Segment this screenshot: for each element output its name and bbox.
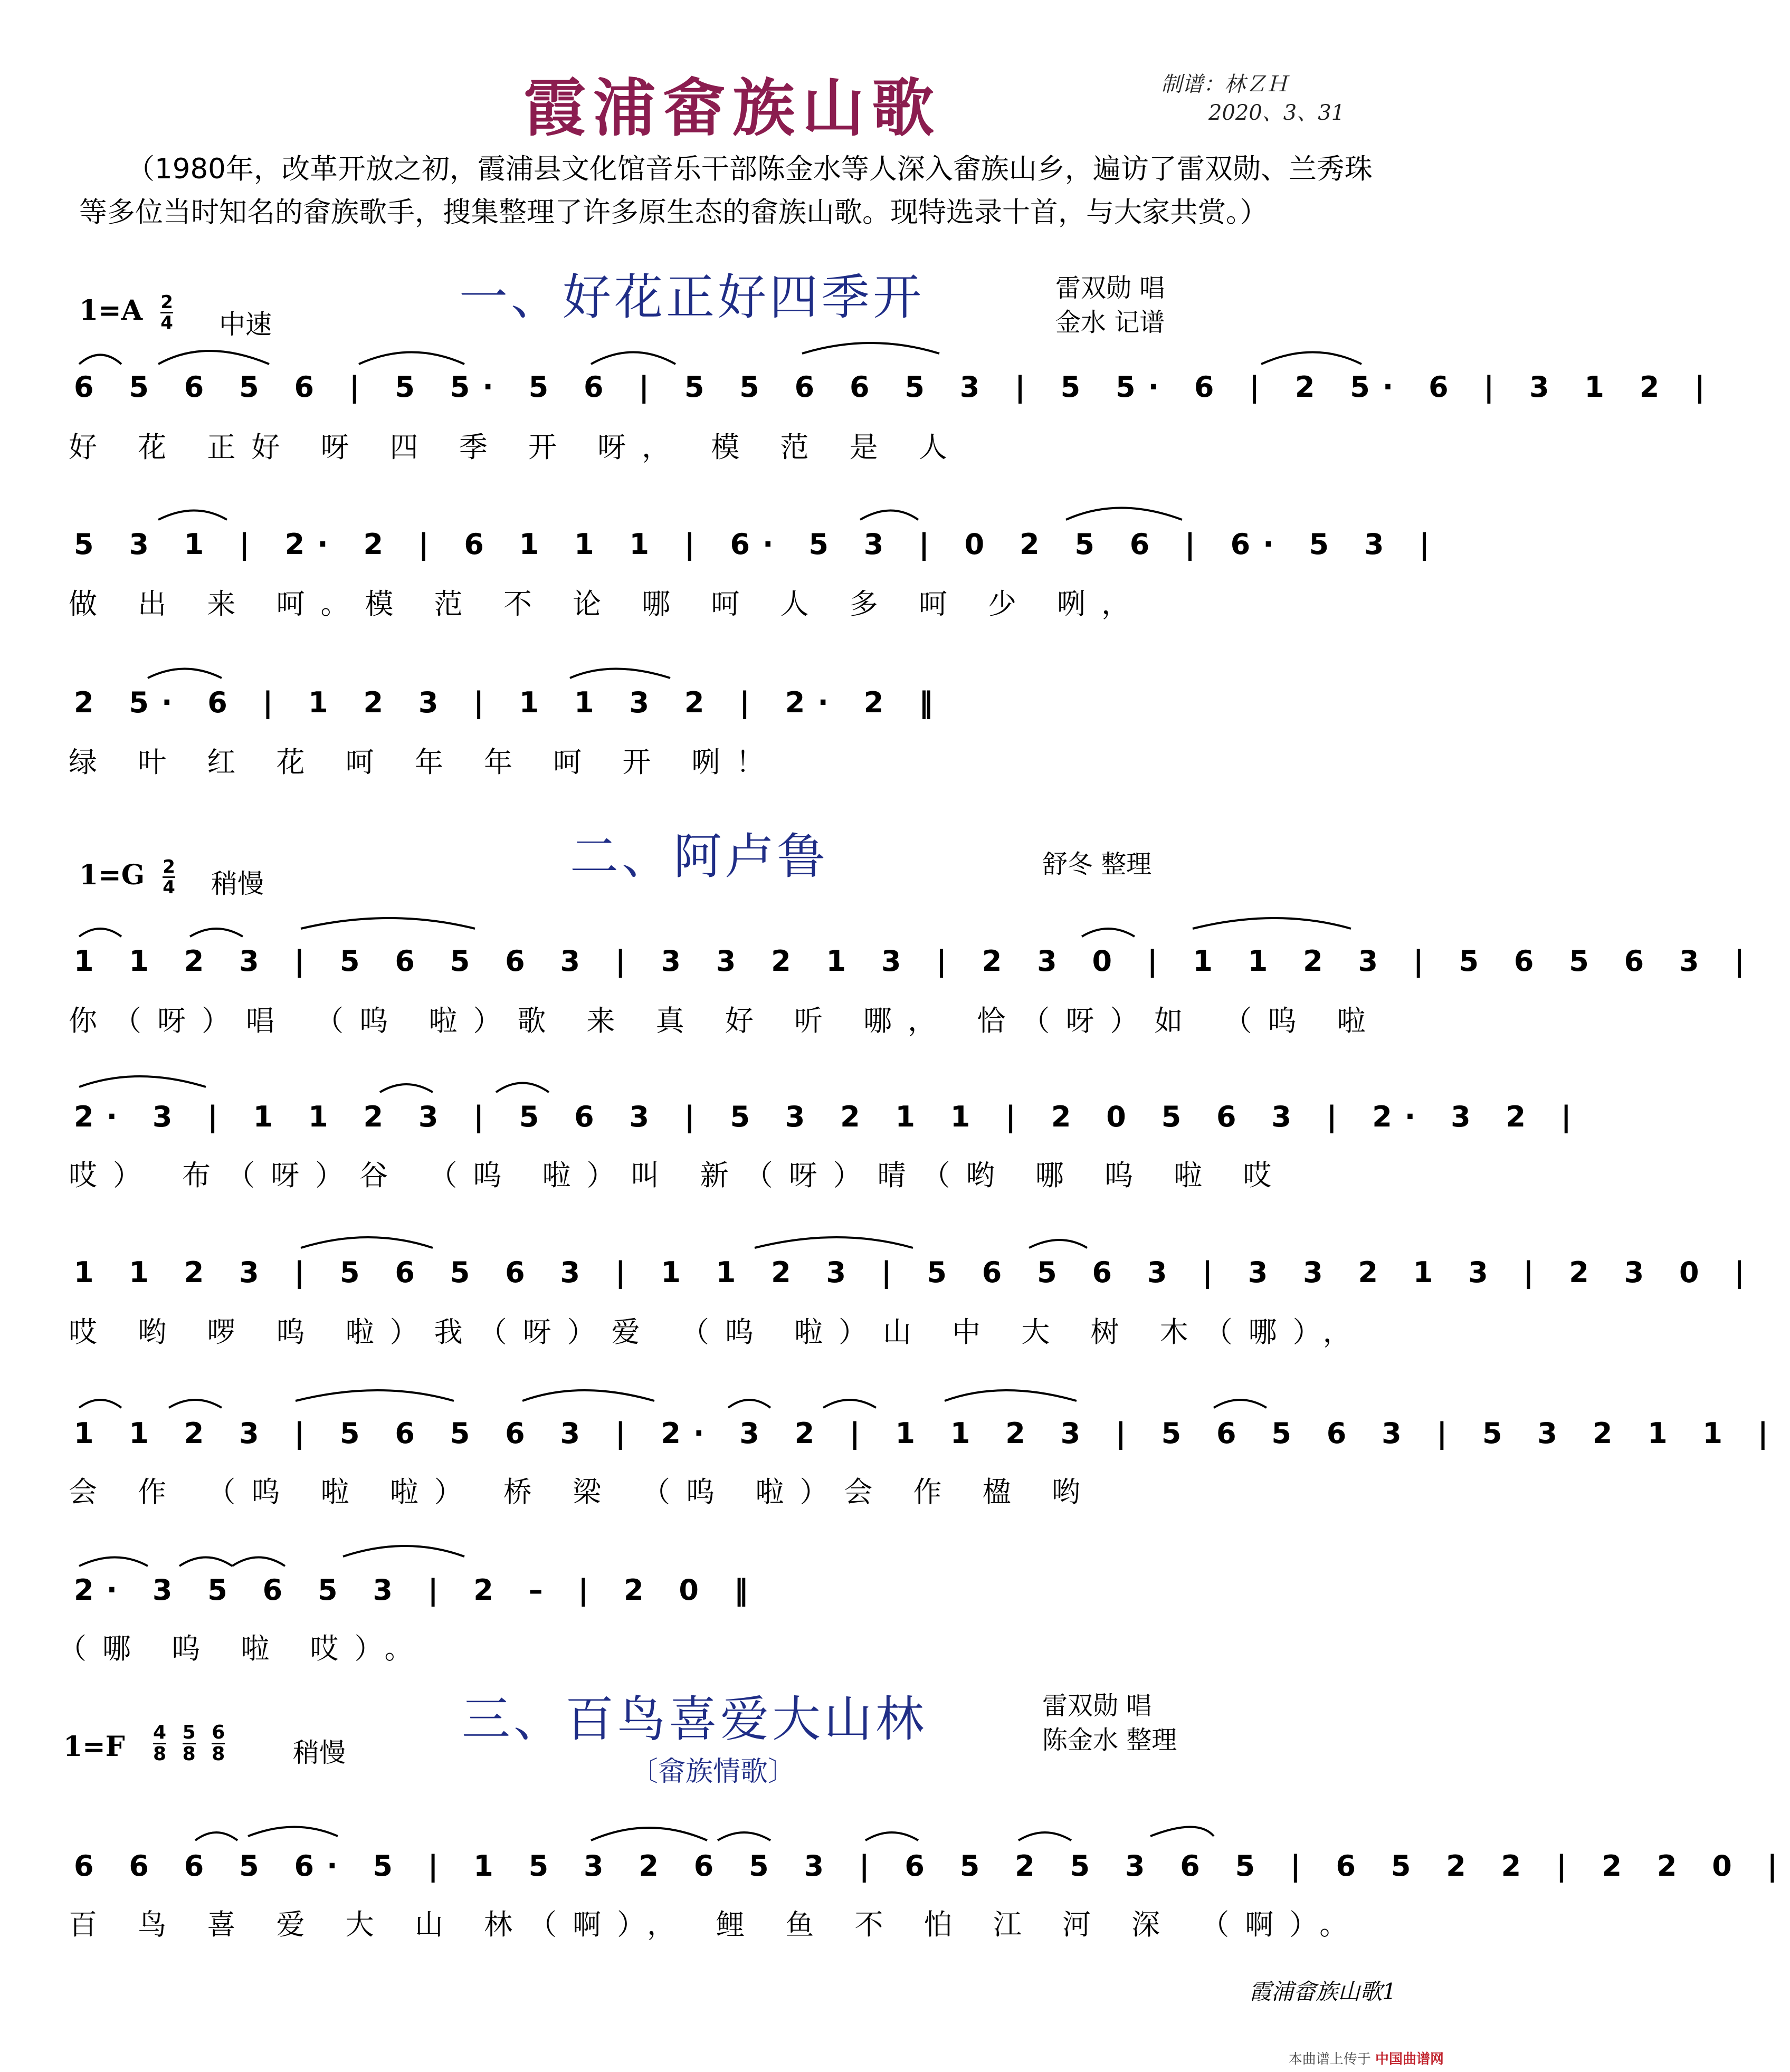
song-1-notes-line-1: 6 5 6 5 6 | 5 5· 5 6 | 5 5 6 6 5 3 | 5 5· 6 | 2 5· 6 | 3 1 2 | — [74, 370, 1718, 404]
song-1-singer: 雷双勋 唱 — [1055, 273, 1165, 303]
song-1-lyrics-line-1: 好 花 正好 呀 四 季 开 呀， 模 范 是 人 — [69, 431, 963, 464]
song-1-notes-line-3: 2 5· 6 | 1 2 3 | 1 1 3 2 | 2· 2 ‖ — [74, 686, 946, 719]
site-watermark — [1289, 2048, 1444, 2068]
song-1-title: 一、好花正好四季开 — [459, 269, 925, 326]
song-2-notes-line-5: 2· 3 5 6 5 3 | 2 – | 2 0 ‖ — [74, 1573, 761, 1607]
key-signature: 1=A — [79, 294, 143, 327]
song-2-title: 二、阿卢鲁 — [570, 828, 829, 885]
meter-6-8: $\frac{6}{8}$ — [212, 1722, 225, 1765]
credit-date: 2020、3、31 — [1208, 101, 1345, 125]
song-2-lyrics-line-4: 会 作 （呜 啦 啦） 桥 梁 （呜 啦）会 作 楹 哟 — [69, 1475, 1096, 1508]
song-2-arranger: 舒冬 整理 — [1042, 849, 1152, 879]
song-3-subtitle: 〔畲族情歌〕 — [631, 1756, 796, 1788]
song-2-notes-line-2: 2· 3 | 1 1 2 3 | 5 6 3 | 5 3 2 1 1 | 2 0 5 6 3 | 2· 3 2 | — [74, 1100, 1584, 1133]
song-2-notes-line-3: 1 1 2 3 | 5 6 5 6 3 | 1 1 2 3 | 5 6 5 6 3 | 3 3 2 1 3 | 2 3 0 | — [74, 1256, 1758, 1289]
song-2-notes-line-1: 1 1 2 3 | 5 6 5 6 3 | 3 3 2 1 3 | 2 3 0 | 1 1 2 3 | 5 6 5 6 3 | — [74, 944, 1758, 978]
song-1-notes-line-2: 5 3 1 | 2· 2 | 6 1 1 1 | 6· 5 3 | 0 2 5 6 | 6· 5 3 | — [74, 528, 1442, 561]
song-1-tempo: 中速 — [219, 309, 272, 340]
credit-maker: 制谱：林ＺＨ — [1161, 72, 1288, 97]
song-3-arranger: 陈金水 整理 — [1042, 1725, 1177, 1755]
song-2-lyrics-line-5: （哪 呜 啦 哎）。 — [58, 1632, 429, 1665]
song-3-title: 三、百鸟喜爱大山林 — [462, 1691, 928, 1748]
time-signature: $\frac{2}{4}$ — [160, 292, 173, 333]
song-2-lyrics-line-2: 哎） 布（呀）谷 （呜 啦）叫 新（呀）晴（哟 哪 呜 啦 哎 — [69, 1159, 1288, 1192]
song-1-lyrics-line-3: 绿 叶 红 花 呵 年 年 呵 开 咧！ — [69, 746, 780, 779]
song-1-arranger: 金水 记谱 — [1055, 308, 1165, 337]
song-2-notes-line-4: 1 1 2 3 | 5 6 5 6 3 | 2· 3 2 | 1 1 2 3 | 5 6 5 6 3 | 5 3 2 1 1 | — [74, 1417, 1781, 1450]
song-3-notes-line-1: 6 6 6 5 6· 5 | 1 5 3 2 6 5 3 | 6 5 2 5 3 6 5 | 6 5 2 2 | 2 2 0 | — [74, 1849, 1790, 1883]
key-signature: 1=G — [79, 859, 145, 891]
meter-5-8: $\frac{5}{8}$ — [182, 1722, 196, 1765]
song-2-lyrics-line-3: 哎 哟 啰 呜 啦）我（呀）爱 （呜 啦）山 中 大 树 木（哪）， — [69, 1315, 1367, 1349]
song-3-singer: 雷双勋 唱 — [1042, 1691, 1152, 1721]
song-1-lyrics-line-2: 做 出 来 呵。模 范 不 论 哪 呵 人 多 呵 少 咧， — [69, 587, 1146, 620]
intro-paragraph: （1980年，改革开放之初，霞浦县文化馆音乐干部陈金水等人深入畲族山乡，遍访了雷双勋、兰秀珠等多位当时知名的畲族歌手，搜集整理了许多原生态的畲族山歌。现特选录十首，与大家共赏。） — [79, 153, 1373, 228]
watermark-logo: 中国曲谱网 — [1375, 2051, 1444, 2067]
time-signature: $\frac{2}{4}$ — [163, 856, 175, 898]
song-2-lyrics-line-1: 你（呀）唱 （呜 啦）歌 来 真 好 听 哪， 恰（呀）如 （呜 啦 — [69, 1004, 1382, 1037]
song-3-lyrics-line-1: 百 鸟 喜 爱 大 山 林（啊）， 鲤 鱼 不 怕 江 河 深 （啊）。 — [69, 1908, 1364, 1941]
watermark-text: 本曲谱上传于 — [1288, 2051, 1371, 2067]
song-2-tempo: 稍慢 — [211, 868, 264, 899]
song-3-tempo: 稍慢 — [293, 1737, 346, 1768]
key-signature: 1=F — [63, 1731, 125, 1763]
main-title: 霞浦畲族山歌 — [523, 72, 941, 145]
page-footer-label: 霞浦畲族山歌1 — [1249, 1979, 1396, 2004]
meter-4-8: $\frac{4}{8}$ — [153, 1722, 167, 1765]
